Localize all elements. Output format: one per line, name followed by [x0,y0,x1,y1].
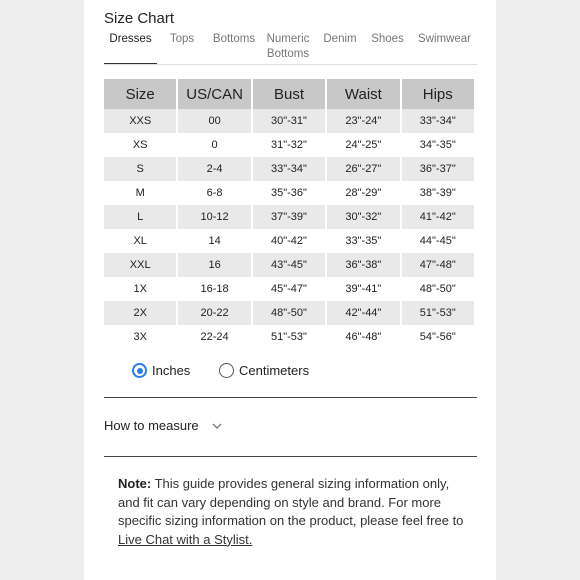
bust-cell: 37"-39" [253,205,325,229]
hips-cell: 36"-37" [402,157,474,181]
size-cell: XS [132,139,148,151]
hips-cell: 47"-48" [402,253,474,277]
hips-cell: 41"-42" [402,205,474,229]
waist-cell: 46"-48" [345,331,382,343]
category-tabs [104,32,477,64]
tab-bottoms[interactable]: Bottoms [212,33,256,45]
bust-cell: 45"-47" [271,283,307,295]
bust-cell: 35"-36" [271,187,307,199]
bust-cell: 30"-31" [253,109,325,133]
hips-cell: 54"-56" [419,331,456,343]
size-cell: S [104,157,176,181]
hips-cell: 51"-53" [402,301,474,325]
hips-cell: 48"-50" [419,283,456,295]
size-cell: 2X [104,301,176,325]
column-header-size: Size [104,79,176,109]
size-cell: 1X [133,283,147,295]
bust-cell: 33"-34" [253,157,325,181]
tab-numeric-bottoms[interactable]: Numeric Bottoms [266,33,310,60]
table-row [104,109,474,133]
table-row [104,301,474,325]
waist-cell: 30"-32" [327,205,399,229]
column-header-us-can: US/CAN [178,79,250,109]
page-title: Size Chart [104,10,175,27]
table-row [104,181,474,205]
us-can-cell: 10-12 [178,205,250,229]
section-divider [104,456,477,457]
us-can-cell: 14 [208,235,221,247]
table-row [104,325,474,349]
how-to-measure-label: How to measure [104,418,199,433]
us-can-cell: 6-8 [206,187,223,199]
note-label: Note: [118,476,152,491]
bust-cell: 51"-53" [271,331,307,343]
waist-cell: 24"-25" [345,139,382,151]
note-text: This guide provides general sizing information only, and fit can vary depending on style and brand. For more specific sizing information on the product, please feel free to [118,476,464,528]
table-row [104,253,474,277]
size-cell: M [135,187,145,199]
tab-denim[interactable]: Denim [323,33,357,45]
size-table [102,79,476,349]
bust-cell: 43"-45" [253,253,325,277]
table-row [104,229,474,253]
live-chat-link[interactable]: Live Chat with a Stylist. [118,531,253,547]
tab-tops[interactable]: Tops [169,33,195,45]
us-can-cell: 00 [178,109,250,133]
us-can-cell: 16 [178,253,250,277]
column-header-waist: Waist [327,79,399,109]
bust-cell: 40"-42" [271,235,307,247]
waist-cell: 33"-35" [345,235,382,247]
how-to-measure-toggle[interactable] [104,418,223,433]
us-can-cell: 0 [211,139,218,151]
bust-cell: 48"-50" [253,301,325,325]
inches-option[interactable] [132,363,190,378]
centimeters-option[interactable] [219,363,309,378]
tab-dresses[interactable]: Dresses [109,33,152,45]
us-can-cell: 2-4 [178,157,250,181]
waist-cell: 42"-44" [327,301,399,325]
us-can-cell: 16-18 [200,283,229,295]
waist-cell: 36"-38" [327,253,399,277]
hips-cell: 44"-45" [419,235,456,247]
size-cell: XXS [104,109,176,133]
waist-cell: 23"-24" [327,109,399,133]
hips-cell: 33"-34" [402,109,474,133]
column-header-hips: Hips [402,79,474,109]
tab-swimwear[interactable]: Swimwear [417,33,472,45]
centimeters-label: Centimeters [239,363,310,378]
inches-label: Inches [152,363,191,378]
chevron-down-icon [211,422,223,430]
us-can-cell: 22-24 [200,331,229,343]
waist-cell: 26"-27" [327,157,399,181]
column-header-bust: Bust [253,79,325,109]
centimeters-radio[interactable] [219,363,234,378]
us-can-cell: 20-22 [178,301,250,325]
size-cell: 3X [133,331,147,343]
sizing-note [118,475,468,549]
inches-radio[interactable] [132,363,147,378]
hips-cell: 38"-39" [419,187,456,199]
bust-cell: 31"-32" [271,139,307,151]
tabs-divider [104,64,477,65]
hips-cell: 34"-35" [419,139,456,151]
table-header-row [104,79,474,109]
waist-cell: 39"-41" [345,283,382,295]
section-divider [104,397,477,398]
table-row [104,157,474,181]
size-cell: L [104,205,176,229]
size-cell: XL [133,235,147,247]
table-row [104,277,474,301]
table-row [104,205,474,229]
table-row [104,133,474,157]
waist-cell: 28"-29" [345,187,382,199]
size-cell: XXL [104,253,176,277]
tab-shoes[interactable]: Shoes [371,33,404,45]
